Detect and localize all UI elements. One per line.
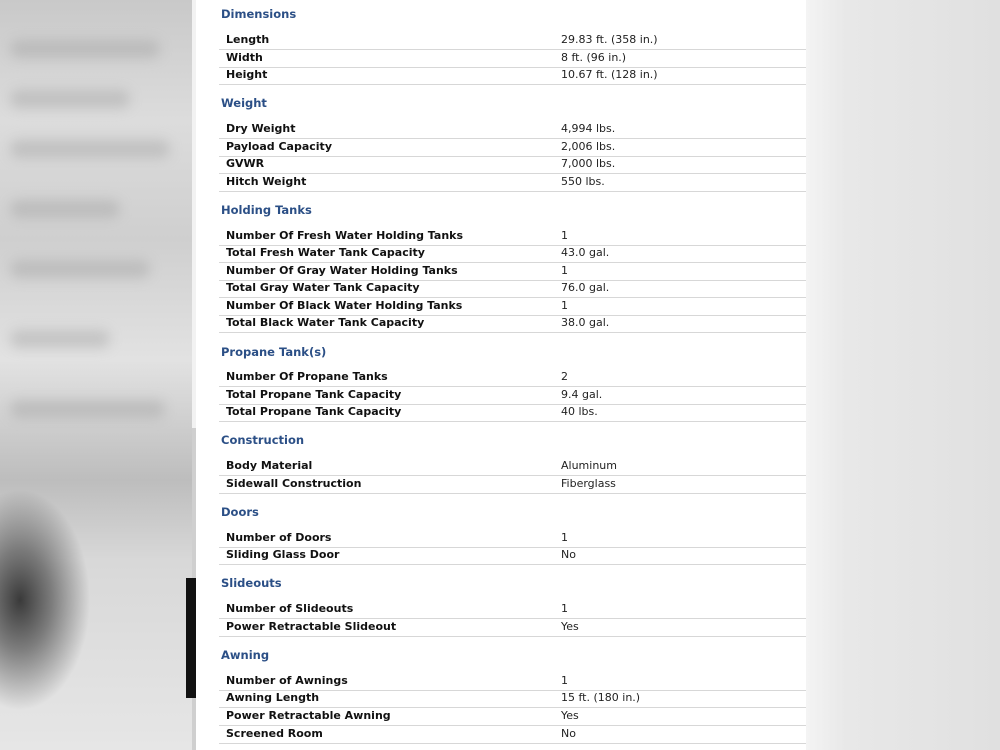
spec-value: No (561, 727, 576, 740)
spec-row (219, 298, 806, 316)
spec-value: 1 (561, 264, 568, 277)
spec-row (219, 245, 806, 263)
spec-value: 15 ft. (180 in.) (561, 691, 641, 704)
spec-value: 40 lbs. (561, 405, 598, 418)
spec-label: Number Of Black Water Holding Tanks (226, 299, 463, 312)
spec-row (219, 530, 806, 548)
spec-value: 9.4 gal. (561, 388, 603, 401)
spec-label: Total Propane Tank Capacity (226, 388, 402, 401)
spec-value: 4,994 lbs. (561, 122, 616, 135)
spec-value: Aluminum (561, 459, 617, 472)
spec-row (219, 228, 806, 246)
section-title-holding-tanks: Holding Tanks (221, 203, 312, 217)
spec-value: 10.67 ft. (128 in.) (561, 68, 658, 81)
spec-row (219, 369, 806, 387)
spec-value: 1 (561, 229, 568, 242)
spec-row (219, 690, 806, 708)
spec-row (219, 708, 806, 726)
spec-value: 38.0 gal. (561, 316, 610, 329)
spec-row (219, 139, 806, 157)
spec-value: 2,006 lbs. (561, 140, 616, 153)
spec-row (219, 619, 806, 637)
spec-label: Total Gray Water Tank Capacity (226, 281, 420, 294)
spec-label: Awning Length (226, 691, 320, 704)
spec-value: 1 (561, 602, 568, 615)
section-title-doors: Doors (221, 505, 259, 519)
blurred-background-left (0, 0, 196, 750)
spec-row (219, 315, 806, 333)
spec-value: 76.0 gal. (561, 281, 610, 294)
spec-value: 550 lbs. (561, 175, 605, 188)
spec-value: 43.0 gal. (561, 246, 610, 259)
section-title-slideouts: Slideouts (221, 576, 282, 590)
spec-row (219, 726, 806, 744)
spec-row (219, 67, 806, 85)
spec-value: 2 (561, 370, 568, 383)
spec-label: Sliding Glass Door (226, 548, 340, 561)
spec-row (219, 458, 806, 476)
spec-value: 8 ft. (96 in.) (561, 51, 627, 64)
spec-label: Number Of Gray Water Holding Tanks (226, 264, 458, 277)
spec-label: Body Material (226, 459, 313, 472)
spec-label: Total Fresh Water Tank Capacity (226, 246, 425, 259)
spec-label: Total Propane Tank Capacity (226, 405, 402, 418)
dark-edge-bar (186, 578, 196, 698)
spec-label: Screened Room (226, 727, 323, 740)
spec-row (219, 156, 806, 174)
spec-row (219, 121, 806, 139)
spec-row (219, 32, 806, 50)
specifications-panel (208, 0, 806, 750)
spec-row (219, 263, 806, 281)
spec-value: Yes (561, 620, 579, 633)
spec-label: Number Of Fresh Water Holding Tanks (226, 229, 464, 242)
spec-label: GVWR (226, 157, 265, 170)
spec-label: Number of Awnings (226, 674, 348, 687)
spec-row (219, 174, 806, 192)
spec-value: Fiberglass (561, 477, 616, 490)
spec-label: Number of Slideouts (226, 602, 354, 615)
section-title-awning: Awning (221, 648, 270, 662)
section-title-construction: Construction (221, 433, 305, 447)
spec-row (219, 673, 806, 691)
spec-row (219, 404, 806, 422)
spec-row (219, 601, 806, 619)
spec-value: 29.83 ft. (358 in.) (561, 33, 658, 46)
spec-value: No (561, 548, 576, 561)
blurred-background-right (806, 0, 1000, 750)
section-title-propane-tanks: Propane Tank(s) (221, 345, 327, 359)
spec-label: Power Retractable Slideout (226, 620, 397, 633)
spec-label: Hitch Weight (226, 175, 307, 188)
spec-row (219, 50, 806, 68)
spec-row (219, 387, 806, 405)
spec-row (219, 547, 806, 565)
spec-label: Length (226, 33, 270, 46)
spec-label: Total Black Water Tank Capacity (226, 316, 425, 329)
spec-label: Number Of Propane Tanks (226, 370, 388, 383)
spec-label: Power Retractable Awning (226, 709, 391, 722)
spec-label: Width (226, 51, 263, 64)
spec-label: Sidewall Construction (226, 477, 362, 490)
spec-value: 7,000 lbs. (561, 157, 616, 170)
section-title-weight: Weight (221, 96, 267, 110)
spec-label: Number of Doors (226, 531, 332, 544)
spec-value: 1 (561, 674, 568, 687)
spec-value: 1 (561, 531, 568, 544)
spec-value: 1 (561, 299, 568, 312)
spec-row (219, 280, 806, 298)
spec-label: Height (226, 68, 268, 81)
spec-label: Dry Weight (226, 122, 296, 135)
spec-value: Yes (561, 709, 579, 722)
section-title-dimensions: Dimensions (221, 7, 297, 21)
spec-label: Payload Capacity (226, 140, 332, 153)
spec-row (219, 476, 806, 494)
